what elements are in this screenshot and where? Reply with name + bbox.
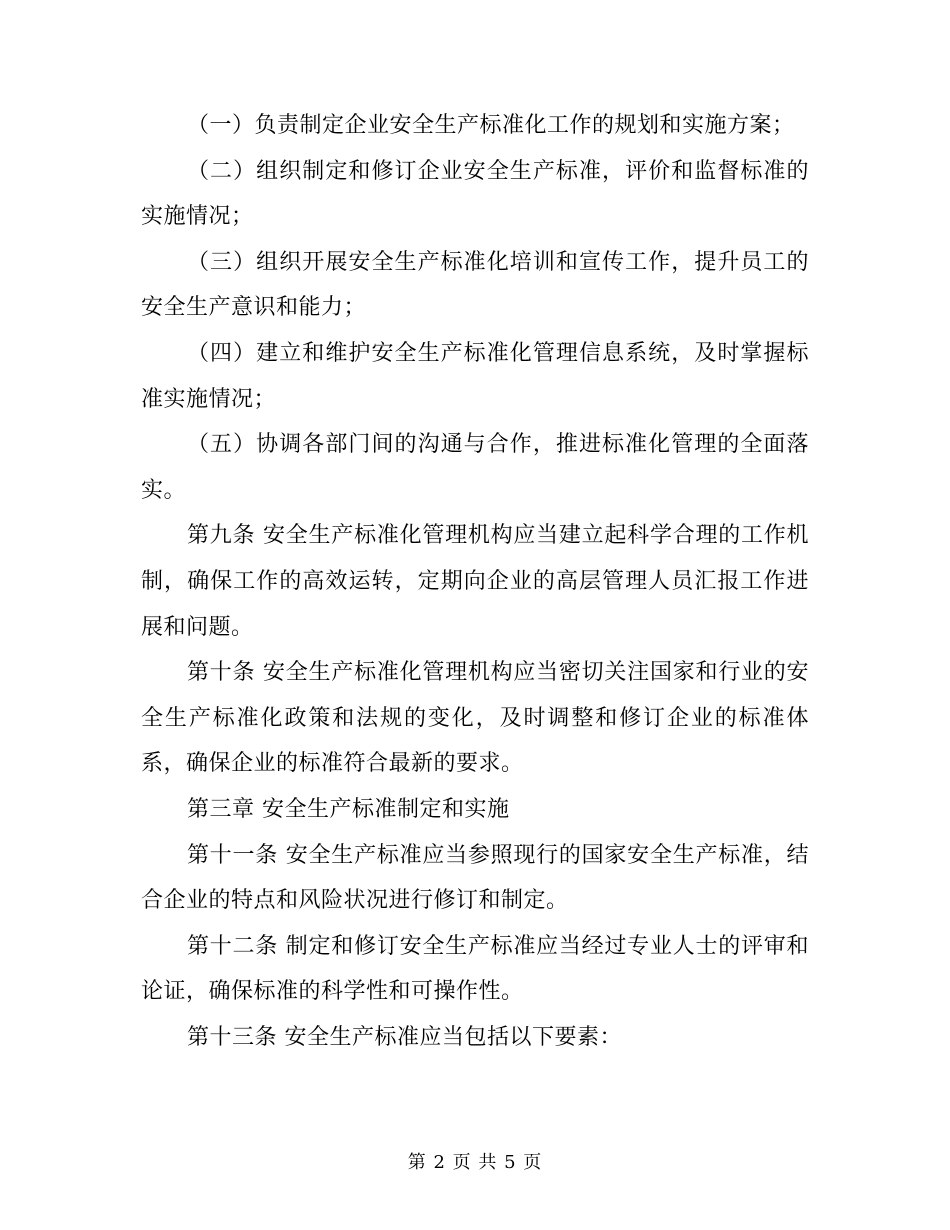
paragraph-article-11: 第十一条 安全生产标准应当参照现行的国家安全生产标准，结合企业的特点和风险状况进行修订和制定。 [141,842,809,914]
page-number-footer: 第 2 页 共 5 页 [407,1152,543,1173]
paragraph-duty-5: （五）协调各部门间的沟通与合作，推进标准化管理的全面落实。 [141,432,809,503]
document-body [141,103,809,1060]
paragraph-duty-4: （四）建立和维护安全生产标准化管理信息系统，及时掌握标准实施情况； [141,340,809,412]
paragraph-duty-1: （一）负责制定企业安全生产标准化工作的规划和实施方案； [187,113,795,138]
paragraph-duty-3: （三）组织开展安全生产标准化培训和宣传工作，提升员工的安全生产意识和能力； [141,249,809,321]
paragraph-article-12: 第十二条 制定和修订安全生产标准应当经过专业人士的评审和论证，确保标准的科学性和可操作性。 [141,933,809,1005]
paragraph-article-10: 第十条 安全生产标准化管理机构应当密切关注国家和行业的安全生产标准化政策和法规的变化，及时调整和修订企业的标准体系，确保企业的标准符合最新的要求。 [141,660,809,777]
chapter-3-heading: 第三章 安全生产标准制定和实施 [187,796,510,822]
paragraph-duty-2: （二）组织制定和修订企业安全生产标准，评价和监督标准的实施情况； [141,158,809,230]
paragraph-article-9: 第九条 安全生产标准化管理机构应当建立起科学合理的工作机制，确保工作的高效运转，定期向企业的高层管理人员汇报工作进展和问题。 [141,523,809,640]
paragraph-article-13: 第十三条 安全生产标准应当包括以下要素： [187,1024,622,1050]
